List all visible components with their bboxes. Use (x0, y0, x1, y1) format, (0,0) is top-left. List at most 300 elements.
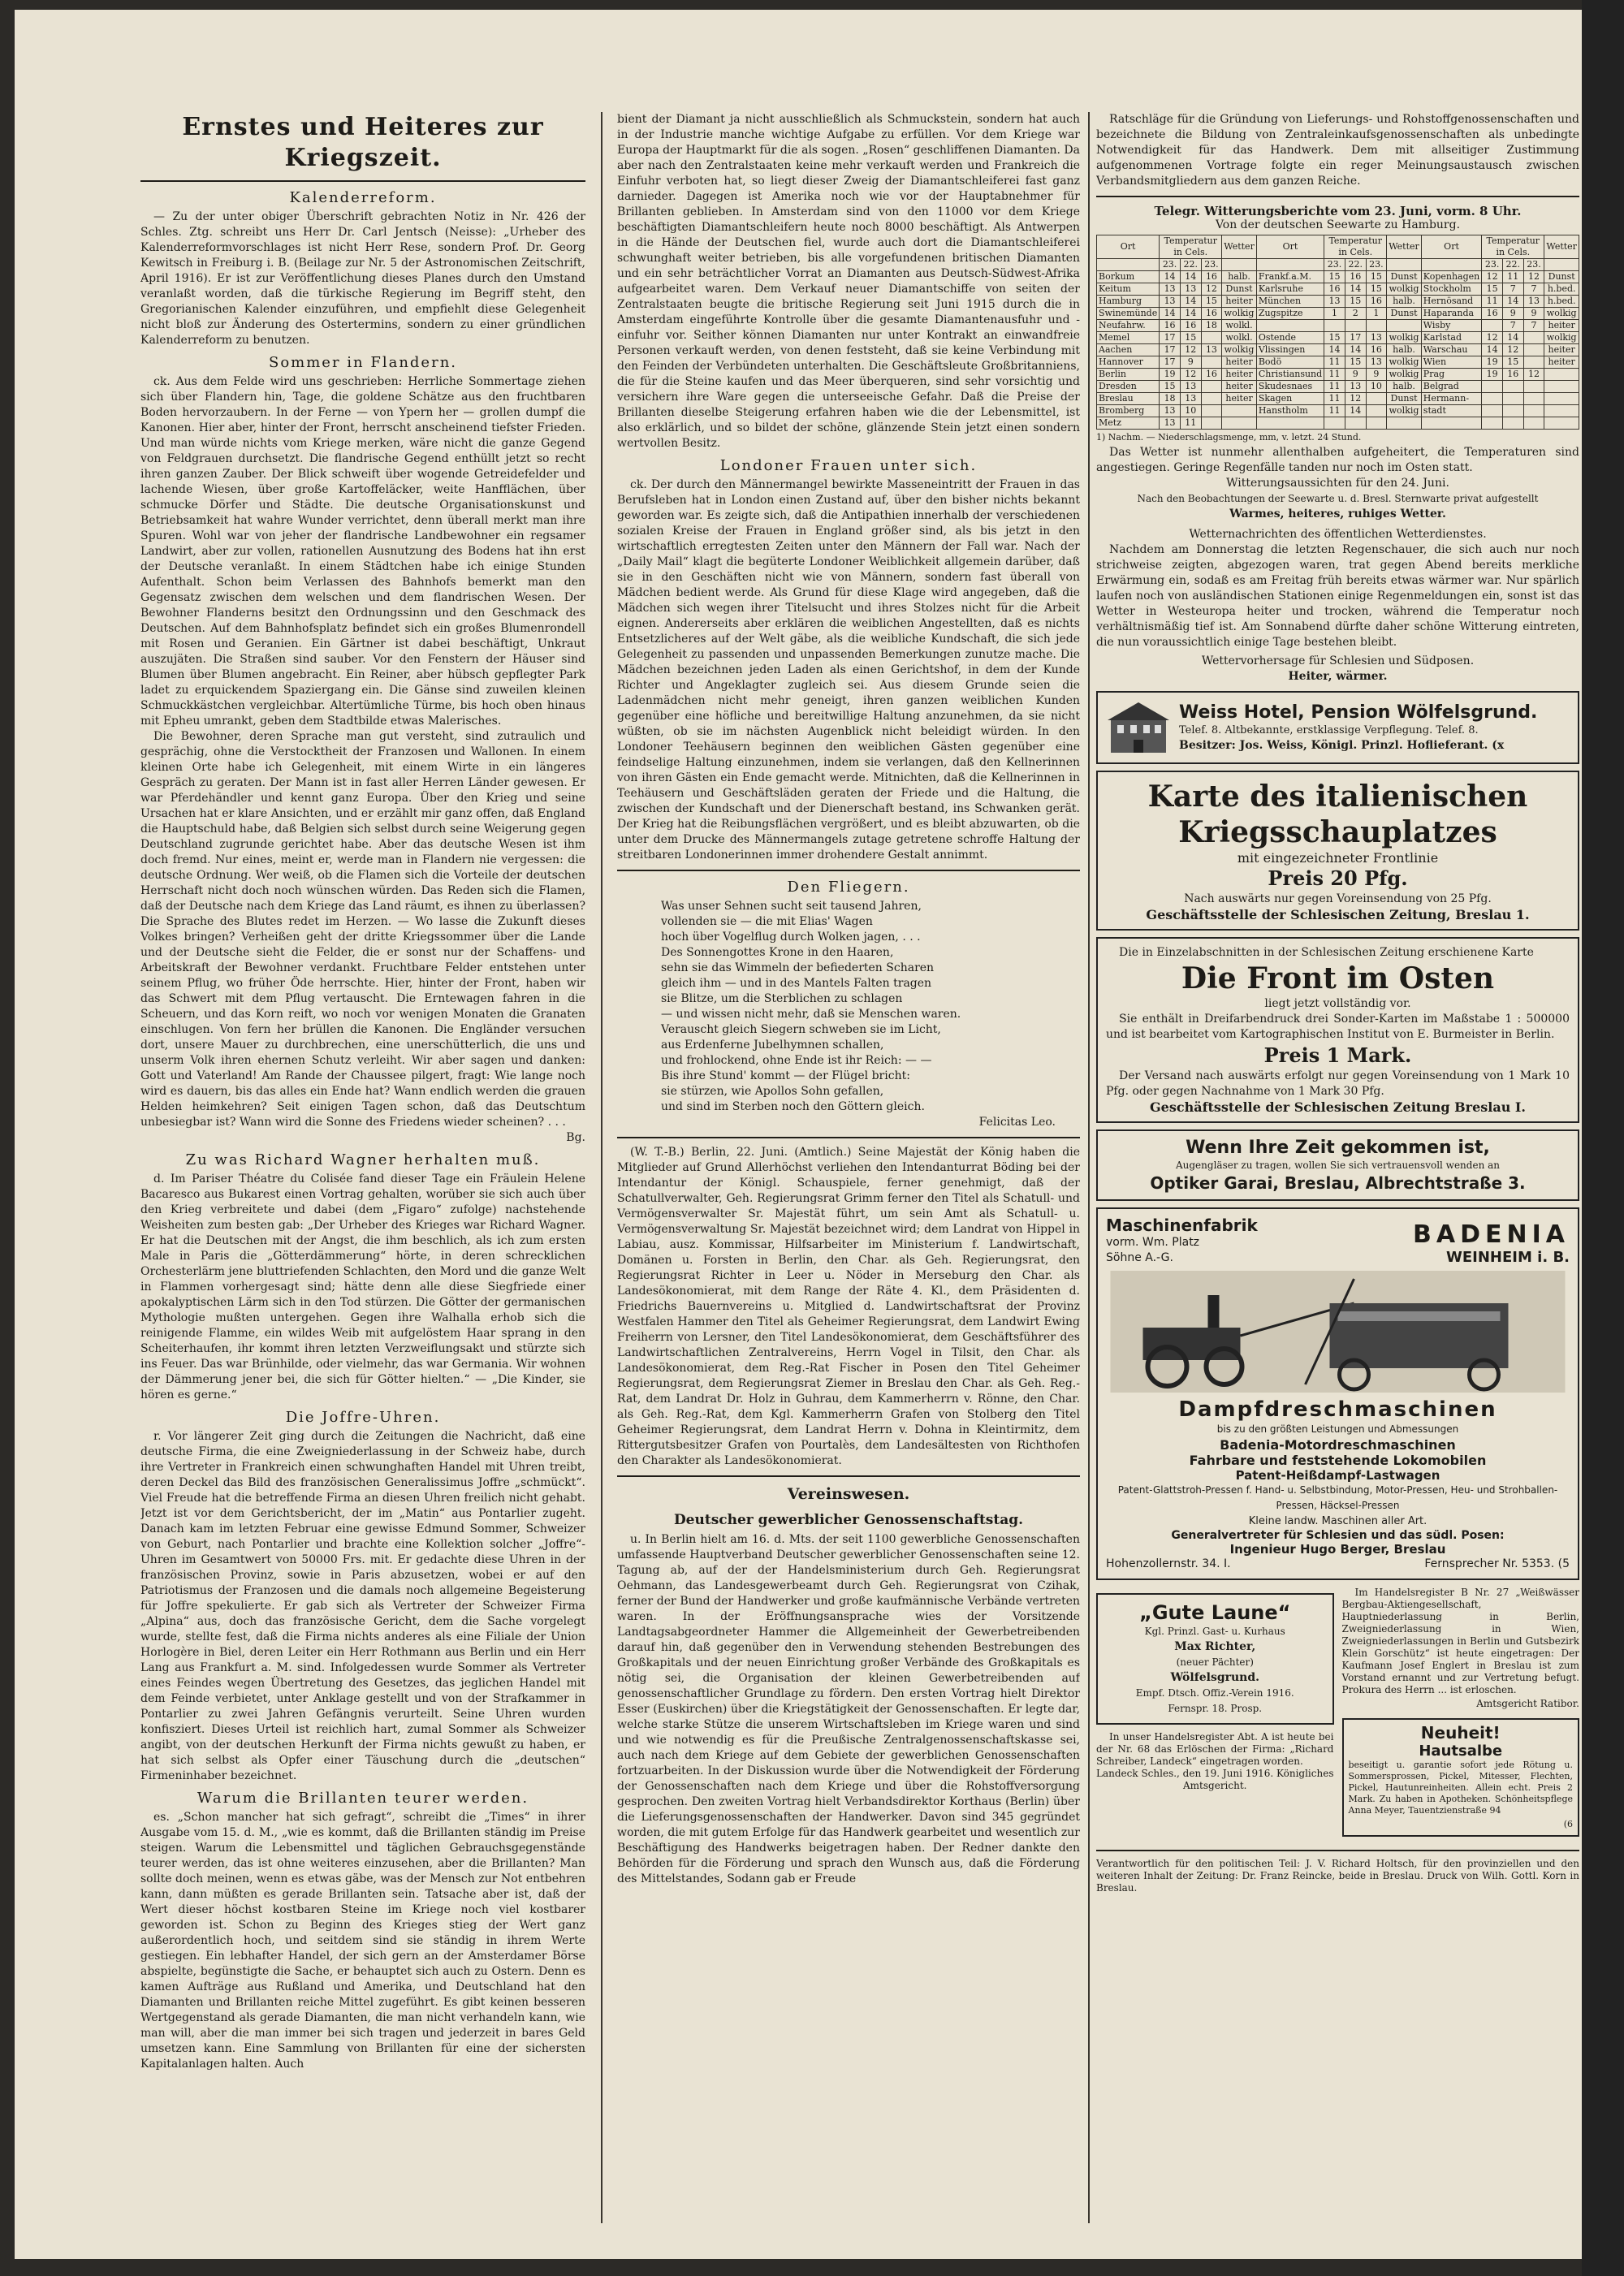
weather-table-cell: 13 (1160, 417, 1181, 430)
weather-table-cell: 2 (1345, 308, 1366, 320)
weather-table-cell: heiter (1222, 369, 1257, 381)
map-italy-subtitle: mit eingezeichneter Frontlinie (1237, 850, 1439, 866)
column-left (140, 112, 585, 2072)
badenia-title2: BADENIA (1413, 1220, 1570, 1249)
weather-table-cell: Breslau (1097, 393, 1160, 405)
weather-table-cell: 12 (1345, 393, 1366, 405)
weather-table-cell: Belgrad (1421, 381, 1481, 393)
weather-table-cell: 9 (1345, 369, 1366, 381)
weather-table-cell: München (1256, 296, 1324, 308)
map-italy-price: Preis 20 Pfg. (1268, 866, 1408, 890)
laune-line: Empf. Dtsch. Offiz.-Verein 1916. (1135, 1687, 1294, 1699)
article-signature: Bg. (566, 1131, 585, 1144)
weather-table-cell: 18 (1160, 393, 1181, 405)
poem-line: sie stürzen, wie Apollos Sohn gefallen, (661, 1085, 884, 1098)
divider (617, 1475, 1080, 1477)
section-title-kalenderreform: Kalenderreform. (289, 189, 437, 206)
column-right (1096, 112, 1579, 1894)
weather-table-cell: wolkig (1222, 344, 1257, 356)
map-east-intro: Die in Einzelabschnitten in der Schlesischen Zeitung erschienene Karte (1119, 946, 1534, 959)
weather-table-cell (1222, 405, 1257, 417)
weather-table-cell (1544, 381, 1579, 393)
weather-outlook-source: Nach den Beobachtungen der Seewarte u. d. Bresl. Sternwarte privat aufgestellt (1137, 493, 1539, 504)
neuheit-sub: Hautsalbe (1419, 1743, 1503, 1760)
badenia-address: Hohenzollernstr. 34. I. (1106, 1557, 1231, 1570)
poem-line: Verauscht gleich Siegern schweben sie im Licht, (661, 1023, 941, 1036)
weather-table-cell (1201, 417, 1222, 430)
newspaper-page (15, 10, 1600, 2259)
weather-table-cell: 15 (1366, 271, 1387, 283)
weather-table-cell: 13 (1366, 332, 1387, 344)
badenia-line: Generalvertreter für Schlesien und das südl. Posen: (1171, 1529, 1505, 1542)
weather-table-row (1097, 308, 1579, 320)
weather-table-cell: Christiansund (1256, 369, 1324, 381)
badenia-line: Fahrbare und feststehende Lokomobilen (1189, 1453, 1487, 1468)
weather-table-cell: 9 (1523, 308, 1544, 320)
register-signature: Amtsgericht Ratibor. (1476, 1698, 1579, 1709)
section-title-joffre: Die Joffre-Uhren. (285, 1409, 441, 1426)
hotel-line: Telef. 8. Altbekannte, erstklassige Verpflegung. Telef. 8. (1179, 723, 1479, 736)
weather-table-cell: 14 (1345, 405, 1366, 417)
weather-table-cell (1482, 393, 1503, 405)
weather-table-cell: 17 (1160, 344, 1181, 356)
weather-table-row (1097, 417, 1579, 430)
weather-table-cell: Hermann- (1421, 393, 1481, 405)
poem-line: aus Erdenferne Jubelhymnen schallen, (661, 1039, 884, 1052)
weather-table-cell: 16 (1180, 320, 1201, 332)
weather-table-cell (1366, 405, 1387, 417)
weather-table-cell (1482, 417, 1503, 430)
weather-table-cell: 17 (1160, 332, 1181, 344)
weather-table-cell: Dunst (1387, 308, 1422, 320)
weather-table-cell: 16 (1345, 271, 1366, 283)
weather-table-cell: 13 (1366, 356, 1387, 369)
weather-table-cell: halb. (1387, 296, 1422, 308)
poem-line: und sind im Sterben noch den Göttern gleich. (661, 1100, 925, 1113)
poem-line: sie Blitze, um die Sterblichen zu schlagen (661, 992, 903, 1005)
weather-service-text: Nachdem am Donnerstag die letzten Regenschauer, die sich auch nur noch strichweise zeigten, abgezogen waren, trat gegen Abend bereits merkliche Erwärmung ein, sodaß es am Freitag früh bereits etwas wärmer war. Nur spärlich laufen noch von ausländischen Stationen einige Regenmeldungen ein, sonst ist das Wetter in Westeuropa heiter und trocken, während die Temperatur noch verhältnismäßig tief ist. Am Sonnabend dürfte daher schöne Witterung eintreten, die nun voraussichtlich einige Tage bestehen bleibt. (1096, 543, 1579, 649)
weather-table-cell: 9 (1180, 356, 1201, 369)
map-italy-title1: Karte des italienischen (1147, 780, 1528, 814)
weather-table-cell: 14 (1160, 308, 1181, 320)
badenia-line: Patent-Glattstroh-Pressen f. Hand- u. Selbstbindung, Motor-Pressen, Heu- und Strohballen-Pressen, Häcksel-Pressen (1117, 1484, 1558, 1511)
poem-line: hoch über Vogelflug durch Wolken jagen, . . . (661, 931, 921, 944)
weather-table-cell: 15 (1482, 283, 1503, 296)
weather-table-cell: 11 (1324, 381, 1345, 393)
badenia-line: Kleine landw. Maschinen aller Art. (1248, 1515, 1427, 1527)
weather-table-cell: 12 (1502, 344, 1523, 356)
laune-line: Kgl. Prinzl. Gast- u. Kurhaus (1144, 1626, 1285, 1637)
weather-table-cell: 13 (1180, 283, 1201, 296)
forecast-value: Heiter, wärmer. (1288, 670, 1388, 683)
optiker-title: Wenn Ihre Zeit gekommen ist, (1186, 1138, 1490, 1158)
weather-table-row (1097, 320, 1579, 332)
weather-table-cell: 7 (1502, 283, 1523, 296)
weather-table-cell (1523, 381, 1544, 393)
weather-table-cell: 14 (1180, 296, 1201, 308)
weather-table-cell: 11 (1180, 417, 1201, 430)
weather-table-cell: Ostende (1256, 332, 1324, 344)
threshing-machine-illustration (1106, 1271, 1570, 1393)
badenia-line: Badenia-Motordreschmaschinen (1220, 1437, 1456, 1453)
weather-table-cell: 16 (1482, 308, 1503, 320)
weather-table-cell: 16 (1324, 283, 1345, 296)
weather-table-cell: heiter (1222, 296, 1257, 308)
weather-table-cell: Dunst (1544, 271, 1579, 283)
weather-table-cell: 14 (1502, 332, 1523, 344)
weather-table-cell: 16 (1160, 320, 1181, 332)
weather-table-row (1097, 393, 1579, 405)
optiker-sub: Augengläser zu tragen, wollen Sie sich vertrauensvoll wenden an (1175, 1160, 1500, 1171)
weather-table-cell: halb. (1222, 271, 1257, 283)
weather-table-cell: Dunst (1387, 393, 1422, 405)
weather-table-cell (1421, 417, 1481, 430)
neuheit-number: (6 (1563, 1819, 1573, 1829)
map-east-note: Der Versand nach auswärts erfolgt nur gegen Voreinsendung von 1 Mark 10 Pfg. oder gegen Nachnahme von 1 Mark 30 Pfg. (1106, 1069, 1570, 1098)
weather-table-cell: 15 (1180, 332, 1201, 344)
article-text: ck. Der durch den Männermangel bewirkte Masseneintritt der Frauen in das Berufsleben hat in London einen Zustand auf, über den bisher nichts bekannt geworden war. Es zeigte sich, daß die Antipathien innerhalb der verschiedenen sozialen Kreise der Frauen in England größer sind, als bis jetzt in den wirtschaftlich erregtesten Zeiten unter den Männern der Fall war. Nach der „Daily Mail“ klagt die begüterte Londoner Weiblichkeit allgemein darüber, daß sie in den Geschäften nicht wie von Männern, sondern fast überall von Mädchen bedient werde. Als Grund für diese Klage wird angegeben, daß die Mädchen sich wegen ihrer Titelsucht und ihres Stolzes nicht für die Arbeit eignen. Andererseits aber erklären die weiblichen Angestellten, daß es nichts Entsetzlicheres auf der Welt gäbe, als die weibliche Kundschaft, die sich jede Gelegenheit zu passenden und unpassenden Bemerkungen zunutze mache. Die Mädchen bezeichnen jeden Laden als einen Gerichtshof, in dem der Kunde Richter und Angeklagter zugleich sei. Aus diesem Grunde seien die Ladenmädchen nicht mehr geneigt, ihren ganzen weiblichen Kunden gegenüber eine höfliche und bereitwillige Haltung anzunehmen, da sie nicht wüßten, ob sie im nächsten Augenblick nicht beleidigt würden. In den Londoner Teehäusern beginnen den weiblichen Gästen gegenüber eine feindselige Haltung einzunehmen, indem sie verlangen, daß den Kellnerinnen von ihren Gästen ein Ende gemacht werde. Mitnichten, daß die Kellnerinnen in Teehäusern und Geschäftsläden geraten der Friede und die Haltung, die zwischen der Kundschaft und der Dienerschaft bestand, ins Schwanken gerät. Der Krieg hat die Reibungsflächen vergrößert, und es bleibt abzuwarten, ob die unter dem Drucke des Männermangels zutage getretene schroffe Haltung der streitbaren Londonerinnen immer drohendere Gestalt annimmt. (617, 478, 1080, 862)
weather-table-cell: 12 (1180, 344, 1201, 356)
article-text: es. „Schon mancher hat sich gefragt“, schreibt die „Times“ in ihrer Ausgabe vom 15. d. M., „wie es kommt, daß die Brillanten ständig im Preise steigen. Warum die Lebensmittel und täglichen Gebrauchsgegenstände teurer werden, das ist ohne weiteres einzusehen, aber die Brillanten? Man sollte doch meinen, wenn es etwas gäbe, was der Mensch zur Not entbehren kann, dann müßten es gerade Brillanten sein. Tatsache aber ist, daß der Wert dieser höchst kostbaren Steine im Kriege noch viel kostbarer geworden ist. Schon zu Beginn des Krieges stieg der Wert ganz außerordentlich hoch, und seitdem sind sie ständig in ihrem Werte gestiegen. Ein lebhafter Handel, der sich gern an der Amsterdamer Börse abspielte, begünstigte die Sache, er behauptet sich auch zu Ostern. Denn es kamen Aufträge aus Rußland und Amerika, und Deutschland hat den Diamanten und Brillanten reiche Mittel zugeführt. Es gibt keinen besseren Wertgegenstand als gerade Diamanten, die man nicht verhandeln kann, wie man will, aber die man immer bei sich tragen und jederzeit in bares Geld umsetzen kann. Eine Sammlung von Brillanten für eine der sichersten Kapitalanlagen halten. Auch (140, 1811, 585, 2071)
weather-table-cell (1544, 393, 1579, 405)
weather-table-cell: Swinemünde (1097, 308, 1160, 320)
weather-table-cell: heiter (1544, 320, 1579, 332)
map-italy-office: Geschäftsstelle der Schlesischen Zeitung, Breslau 1. (1146, 907, 1530, 922)
poem-line: und frohlockend, ohne Ende ist ihr Reich: — — (661, 1054, 932, 1067)
article-text: bient der Diamant ja nicht ausschließlich als Schmuckstein, sondern hat auch in der Industrie manche wichtige Aufgabe zu erfüllen. Vor dem Kriege war Europa der Hauptmarkt für die als sogen. „Rosen“ geschliffenen Diamanten. Da aber nach den Zentralstaaten keine mehr verkauft werden und Frankreich die Einfuhr verboten hat, so liegt dieser Zweig der Diamantschleiferei fast ganz darnieder. Dagegen ist Amerika noch wie vor der Hauptabnehmer für Brillanten geblieben. In Amsterdam sind von den 11000 vor dem Kriege beschäftigten Diamantschleifern heute noch 8000 beschäftigt. Als Antwerpen in die Hände der Deutschen fiel, wurde auch dort die Diamantschleiferei schwunghaft weiter betrieben, bis alle vorgefundenen britischen Diamanten und ein sehr beträchtlicher Vorrat an Diamanten aus Deutsch-Südwest-Afrika aufgearbeitet waren. Dem Verkauf neuer Diamantschiffe von seiten der Zentralstaaten beugte die britische Regierung seit Juni 1915 durch die in Amsterdam eingeführte Kontrolle über die gesamte Diamantenausfuhr und -einfuhr vor. Seither können Diamanten nur unter Kontrakt an einwandfreie Personen verkauft werden, von denen feststeht, daß sie keine Verbindung mit den Feinden der Verbündeten unterhalten. Die Geschäftsleute Großbritanniens, die für die Steine kaufen und das Meer überqueren, sind sehr vorsichtig und versichern ihre Ware gegen die unterseeische Gefahr. Daß die Preise der Brillanten dieselbe Steigerung erfahren haben wie die der Lebensmittel, ist also erklärlich, und so bildet der schöne, glänzende Stein jetzt einen sondern wertvollen Besitz. (617, 113, 1080, 450)
weather-table-body (1097, 271, 1579, 430)
poem-line: — und wissen nicht mehr, daß sie Menschen waren. (661, 1008, 961, 1021)
hotel-owner: Besitzer: Jos. Weiss, Königl. Prinzl. Hoflieferant. (x (1179, 738, 1505, 752)
weather-table-cell: 13 (1160, 283, 1181, 296)
weather-table-cell: 16 (1366, 344, 1387, 356)
news-text: (W. T.-B.) Berlin, 22. Juni. (Amtlich.) Seine Majestät der König haben die Mitglieder auf Grund Allerhöchst verliehen den Intendanturrat Böding bei der Intendantur der Königl. Schauspiele, ferner genehmigt, daß der Schatullverwalter, Geh. Regierungsrat Grimm ferner den Titel als Schatull- und Vermögensverwalter Sr. Majestät führt, um sein Amt als Schatull- u. Vermögensverwaltung Sr. Majestät bezeichnet wird; dem Landrat von Hippel in Labiau, ausz. Kommissar, Hilfsarbeiter im Ministerium f. Landwirtschaft, Domänen u. Forsten in Berlin, den Char. als Geh. Regierungsrat, den Regierungsrat Richter in Leer u. Nöder in Merseburg den Char. als Landesökonomierat, mit dem Range der Räte 4. Kl., dem Präsidenten d. Friedrichs Bauernvereins u. Mitglied d. Landwirtschaftsrat der Provinz Westfalen Hammer den Titel als Geheimer Regierungsrat, dem Landwirt Ewing Freiherrn von Lersner, den Titel Landesökonomierat, dem Geschäftsführer des Landwirtschaftlichen Zentralvereins, Herrn Vogel in Tilsit, den Char. als Landesökonomierat, dem Reg.-Rat Fischer in Posen den Titel Geheimer Regierungsrat, dem Regierungsrat Ziemer in Breslau den Char. als Geh. Reg.-Rat, dem Landrat Dr. Holz in Guhrau, dem Kammerherrn v. Rönne, den Char. als Geh. Reg.-Rat, dem Kgl. Kammerherrn Grafen von Stolberg den Titel Geheimer Regierungsrat, dem Landrat Herrn v. Dohna in Kleintirmitz, dem Rittergutsbesitzer Grafen von Pourtalès, dem Landesältesten von Richthofen den Charakter als Landesökonomierat. (617, 1146, 1080, 1467)
badenia-sub2: Söhne A.-G. (1106, 1251, 1173, 1264)
weather-table-cell: 15 (1324, 271, 1345, 283)
weather-table-cell: 1 (1324, 308, 1345, 320)
weather-table-cell: 7 (1502, 320, 1523, 332)
weather-table-cell: 16 (1366, 296, 1387, 308)
weather-outlook: Warmes, heiteres, ruhiges Wetter. (1229, 507, 1446, 520)
masthead: Ernstes und Heiteres zur Kriegszeit. (182, 113, 544, 172)
weather-table-cell: Wien (1421, 356, 1481, 369)
section-title-wagner: Zu was Richard Wagner herhalten muß. (185, 1151, 541, 1168)
weather-table-cell: Vlissingen (1256, 344, 1324, 356)
poem-line: gleich ihm — und in des Mantels Falten tragen (661, 977, 932, 990)
weather-table-cell: h.bed. (1544, 283, 1579, 296)
weather-table-cell (1544, 405, 1579, 417)
weather-table-row (1097, 381, 1579, 393)
weather-table-cell: 14 (1502, 296, 1523, 308)
weather-table-cell (1387, 417, 1422, 430)
article-text: r. Vor längerer Zeit ging durch die Zeitungen die Nachricht, daß eine deutsche Firma, die eine Zweigniederlassung in der Schweiz habe, durch ihre Vertreter in Frankreich einen schwunghaften Handel mit Uhren treibt, deren Deckel das Bild des französischen Generalissimus Joffre „schmückt“. Viel Freude hat die betreffende Firma an diesen Uhren freilich nicht gehabt. Jetzt ist vor dem Gerichtsbericht, der im „Matin“ aus Pontarlier zugeht. Danach kam im letzten Februar eine gewisse Edmund Sommer, Schweizer von Geburt, nach Pontarlier und brachte eine Kollektion solcher „Joffre“-Uhren im Gesamtwert von 50000 Frs. mit. Er gedachte diese Uhren in der französischen Provinz, sowie in Paris abzusetzen, wobei er auf den Patriotismus der Franzosen und die damals noch allgemeine Begeisterung für Joffre spekulierte. Er gab sich als Vertreter der Schweizer Firma „Alpina“ aus, doch das französische Gericht, dem die Sache vorgelegt wurde, stellte fest, daß die Firma nichts anderes als eine Filiale der Union Horlogère in Biel, deren Leiter ein Herr Rothmann aus Berlin und ein Herr Lang aus Frankfurt a. M. sind. Infolgedessen wurde Sommer als Vertreter eines Feindes wegen Übertretung des Gesetzes, das jeglichen Handel mit dem Feinde verbietet, unter Anklage gestellt und von der Strafkammer in Pontarlier zu zwei Jahren Gefängnis verurteilt. Seine Uhren wurden konfisziert. Dieses Urteil ist reichlich hart, zumal Sommer als Schweizer angibt, von der deutschen Herkunft der Firma nichts gewußt zu haben, er hat sich selbst als Opfer einer Täuschung durch die „deutschen“ Firmeninhaber bezeichnet. (140, 1430, 585, 1782)
weather-table-cell: h.bed. (1544, 296, 1579, 308)
weather-table-cell: 12 (1482, 332, 1503, 344)
badenia-title1: Maschinenfabrik (1106, 1216, 1258, 1235)
badenia-line: Patent-Heißdampf-Lastwagen (1235, 1468, 1440, 1483)
weather-table-cell: 15 (1366, 283, 1387, 296)
weather-table-cell: wolkig (1387, 405, 1422, 417)
map-east-line2: Sie enthält in Dreifarbendruck drei Sonder-Karten im Maßstabe 1 : 500000 und ist bearbeitet vom Kartographischen Institut von E. Burmeister in Berlin. (1106, 1013, 1570, 1041)
weather-table-cell: Hanstholm (1256, 405, 1324, 417)
weather-table-cell: Kopenhagen (1421, 271, 1481, 283)
weather-table-cell: heiter (1222, 393, 1257, 405)
article-text: u. In Berlin hielt am 16. d. Mts. der seit 1100 gewerbliche Genossenschaften umfassende Hauptverband Deutscher gewerblicher Genossenschaften seine 12. Tagung ab, auf der der Handelsministerium durch Geh. Regierungsrat Oehmann, das Landesgewerbeamt durch Geh. Regierungsrat von Czihak, ferner der Bund der Handwerker und große kaufmännische Verbände vertreten waren. In der Eröffnungsansprache wies der Vorsitzende Landtagsabgeordneter Hammer die Allgemeinheit der Gewerbetreibenden darauf hin, daß gegenüber den in Verwendung stehenden Bestrebungen des Großkapitals und der neuen Einrichtung großer Verbände des Großkapitals es nötig sei, die Organisation der kleinen Gewerbetreibenden auf genossenschaftlicher Grundlage zu fördern. Den ersten Vortrag hielt Direktor Esser (Euskirchen) über die Kriegstätigkeit der Genossenschaften. Er legte dar, welche starke Stütze die unserem Wirtschaftsleben im Kriege waren und sind und wie notwendig es für die Preußische Zentralgenossenschaftskasse sei, auch nach dem Kriege auf dem Gebiete der gewerblichen Genossenschaften fortzuarbeiten. In der Diskussion wurde über die Notwendigkeit der Förderung der Genossenschaften nach dem Kriege und über die Rohstoffversorgung gesprochen. Den zweiten Vortrag hielt Verbandsdirektor Korthaus (Berlin) über die Lieferungsgenossenschaften der Handwerker. Davon sind 345 gegründet worden, die mit gutem Erfolge für das Handwerk gearbeitet und wesentlich zur Beschäftigung des Handwerks beigetragen haben. Der Redner dankte den Behörden für die Förderung und sprach den Wunsch aus, daß die Förderung des Mittelstandes, Sodann gab er Freude (617, 1533, 1080, 1885)
weather-table-cell: 14 (1345, 344, 1366, 356)
weather-table-cell: 16 (1201, 308, 1222, 320)
weather-table-cell: stadt (1421, 405, 1481, 417)
weather-table-cell: 14 (1345, 283, 1366, 296)
badenia-line: bis zu den größten Leistungen und Abmessungen (1216, 1423, 1459, 1435)
weather-table-cell: 15 (1201, 296, 1222, 308)
weather-table-row (1097, 283, 1579, 296)
section-title-londoner: Londoner Frauen unter sich. (719, 457, 978, 474)
bottom-ads (1096, 1587, 1579, 1843)
weather-table-cell: Hamburg (1097, 296, 1160, 308)
laune-line: Max Richter, (1174, 1640, 1256, 1653)
map-italy-note: Nach auswärts nur gegen Voreinsendung von 25 Pfg. (1184, 892, 1492, 905)
bottom-left (1096, 1587, 1334, 1843)
weather-table-cell (1523, 393, 1544, 405)
weather-table-cell: 15 (1345, 356, 1366, 369)
column-middle (617, 112, 1080, 1887)
weather-table-cell: 12 (1523, 271, 1544, 283)
column-rule (1088, 112, 1090, 2223)
weather-table-cell: 11 (1324, 356, 1345, 369)
weather-table-cell (1345, 320, 1366, 332)
weather-table-cell: 15 (1502, 356, 1523, 369)
section-head-vereinswesen: Vereinswesen. (787, 1485, 910, 1503)
weather-table-cell: 14 (1160, 271, 1181, 283)
weather-table-cell: Skudesnaes (1256, 381, 1324, 393)
weather-table-cell (1523, 344, 1544, 356)
weather-table-row (1097, 405, 1579, 417)
weather-table-cell (1387, 320, 1422, 332)
section-title-brillanten: Warum die Brillanten teurer werden. (197, 1790, 529, 1807)
weather-table-cell (1482, 381, 1503, 393)
weather-table-cell: 11 (1324, 405, 1345, 417)
weather-table-cell (1366, 320, 1387, 332)
register-notice: Im Handelsregister B Nr. 27 „Weißwässer Bergbau-Aktiengesellschaft, Hauptniederlassung in Berlin, Zweigniederlassung in Wien, Zweigniederlassungen in Berlin und Gutsbezirk Klein Gorschütz“ ist heute eingetragen: Der Kaufmann Josef Englert in Breslau ist zum Vorstand ernannt und zur Vertretung befugt. Prokura des Herrn ... ist erloschen. (1341, 1587, 1579, 1695)
weather-table-cell (1482, 320, 1503, 332)
ad-gute-laune (1096, 1593, 1334, 1725)
ad-map-italy (1096, 771, 1579, 931)
weather-table-cell (1502, 393, 1523, 405)
weather-table-cell: 14 (1180, 308, 1201, 320)
weather-table-cell: 7 (1523, 283, 1544, 296)
weather-table-cell: 9 (1502, 308, 1523, 320)
article-text: d. Im Pariser Théatre du Colisée fand dieser Tage ein Fräulein Helene Bacaresco aus Bukarest einen Vortrag gehalten, worüber sie sich auch über den Krieg verbreitete und dabei (dem „Figaro“ zufolge) nachstehende Weisheiten zum besten gab: „Der Urheber des Krieges war Richard Wagner. Er hat die Deutschen mit der Angst, die ihm beschlich, als ich zum ersten Male in Paris die „Götterdämmerung“ hörte, in deren schrecklichen Orchesterlärm jene bluttriefenden Schlachten, den Mord und die ganze Welt in Flammen vorhergesagt sind; hätte denn alle diese Siegfriede einer apokalyptischen Lärm sich in den Tod stürzen. Die Götter der germanischen Mythologie mußten untergehen. Gegen ihre Walhalla erhob sich die reinigende Flamme, ein wildes Weib mit aufgelöstem Haar sprang in den Scheiterhaufen, ihr kommt ihren letzten Verzweiflungsakt und stürzte sich ins Feuer. Das war Brünhilde, oder vielmehr, das war Germania. Wir wohnen der Dämmerung jener bei, die sich für Götter hielten.“ — „Die Kinder, sie hören es gerne.“ (140, 1173, 585, 1401)
weather-table-cell: 17 (1160, 356, 1181, 369)
weather-table-cell: halb. (1387, 381, 1422, 393)
weather-table-cell (1324, 320, 1345, 332)
weather-table-cell: wolkig (1544, 332, 1579, 344)
weather-table-cell: 13 (1180, 393, 1201, 405)
weather-table-cell: 11 (1502, 271, 1523, 283)
weather-table-cell: wolkig (1387, 356, 1422, 369)
weather-table-cell (1366, 393, 1387, 405)
poem-line: Des Sonnengottes Krone in den Haaren, (661, 946, 894, 959)
register-notice: In unser Handelsregister Abt. A ist heute bei der Nr. 68 das Erlöschen der Firma: „Richard Schreiber, Landeck“ eingetragen worden. (1096, 1731, 1334, 1767)
weather-table-cell: Karlstad (1421, 332, 1481, 344)
divider (140, 180, 585, 182)
weather-table-cell: 13 (1160, 296, 1181, 308)
weather-table-cell: wolkig (1387, 332, 1422, 344)
weather-table-cell: 19 (1160, 369, 1181, 381)
weather-table-cell (1256, 417, 1324, 430)
weather-table-cell (1523, 417, 1544, 430)
optiker-name: Optiker Garai, Breslau, Albrechtstraße 3. (1150, 1173, 1526, 1193)
weather-table-cell: 13 (1523, 296, 1544, 308)
weather-table-cell: 18 (1201, 320, 1222, 332)
weather-table-cell: 15 (1160, 381, 1181, 393)
weather-heading: Telegr. Witterungsberichte vom 23. Juni, vorm. 8 Uhr. (1154, 204, 1522, 218)
ad-neuheit (1342, 1718, 1580, 1837)
weather-table-cell (1222, 417, 1257, 430)
weather-table-cell: 13 (1324, 296, 1345, 308)
weather-table-cell: Skagen (1256, 393, 1324, 405)
weather-table-row (1097, 332, 1579, 344)
weather-table-cell (1502, 417, 1523, 430)
weather-table-cell: Hannover (1097, 356, 1160, 369)
weather-table-cell: wolkig (1544, 308, 1579, 320)
weather-table-cell (1523, 405, 1544, 417)
weather-table-cell: heiter (1544, 356, 1579, 369)
weather-table-cell: 12 (1180, 369, 1201, 381)
weather-table-header: Ort Temperatur in Cels. Wetter Ort Temperatur in Cels. Wetter Ort Temperatur in Cels. Wetter (1097, 235, 1579, 259)
divider (1096, 1850, 1579, 1851)
weather-table-cell: Memel (1097, 332, 1160, 344)
weather-table-cell (1256, 320, 1324, 332)
weather-table-cell (1523, 356, 1544, 369)
laune-title: „Gute Laune“ (1139, 1601, 1291, 1624)
weather-table-cell: heiter (1222, 356, 1257, 369)
divider (617, 870, 1080, 871)
weather-table-cell: 12 (1523, 369, 1544, 381)
laune-line: Wölfelsgrund. (1170, 1671, 1260, 1684)
weather-table-cell: 1 (1366, 308, 1387, 320)
weather-table-cell: 14 (1324, 344, 1345, 356)
weather-table-cell (1502, 405, 1523, 417)
weather-table-cell: Metz (1097, 417, 1160, 430)
weather-table-cell: Dunst (1387, 271, 1422, 283)
weather-table-cell: 16 (1502, 369, 1523, 381)
weather-service-title: Wetternachrichten des öffentlichen Wetterdienstes. (1189, 528, 1487, 541)
weather-table-cell: heiter (1222, 381, 1257, 393)
weather-table-row (1097, 369, 1579, 381)
weather-table-cell: 14 (1482, 344, 1503, 356)
weather-table-cell: wolkig (1387, 283, 1422, 296)
scan-edge (1582, 0, 1624, 2276)
hotel-building-icon (1106, 699, 1171, 756)
imprint: Verantwortlich für den politischen Teil: J. V. Richard Holtsch, für den provinziellen und den weiteren Inhalt der Zeitung: Dr. Franz Reincke, beide in Breslau. Druck von Wilh. Gottl. Korn in Breslau. (1096, 1858, 1579, 1894)
weather-table-cell: 13 (1345, 381, 1366, 393)
weather-table-cell: Berlin (1097, 369, 1160, 381)
article-text: Ratschläge für die Gründung von Lieferungs- und Rohstoffgenossenschaften und bezeichnete die Bildung von Zentraleinkaufsgenossenschaften als unbedingte Notwendigkeit für das Handwerk. Dem mit allseitiger Zustimmung aufgenommenen Vortrage folgte ein reger Meinungsaustausch zwischen Verbandsmitgliedern aus dem ganzen Reiche. (1096, 113, 1579, 188)
weather-outlook-title: Witterungsaussichten für den 24. Juni. (1226, 477, 1449, 490)
weather-table-cell: 7 (1523, 320, 1544, 332)
weather-table-cell: 13 (1201, 344, 1222, 356)
weather-table-cell: wolkig (1387, 369, 1422, 381)
poem-line: Was unser Sehnen sucht seit tausend Jahren, (661, 900, 922, 913)
weather-table-cell: 12 (1201, 283, 1222, 296)
weather-table-cell (1324, 417, 1345, 430)
weather-table-cell: 19 (1482, 356, 1503, 369)
weather-table-cell: Karlsruhe (1256, 283, 1324, 296)
weather-table-cell (1544, 369, 1579, 381)
weather-table-cell: Bromberg (1097, 405, 1160, 417)
weather-table-cell: Aachen (1097, 344, 1160, 356)
weather-table-cell: wolkl. (1222, 332, 1257, 344)
weather-table-cell: Frankf.a.M. (1256, 271, 1324, 283)
poem (617, 899, 1080, 1115)
weather-table-cell (1502, 381, 1523, 393)
weather-table-cell: Borkum (1097, 271, 1160, 283)
weather-table-cell: 13 (1160, 405, 1181, 417)
weather-table-row (1097, 344, 1579, 356)
weather-table-cell (1544, 417, 1579, 430)
weather-table-cell: 16 (1201, 369, 1222, 381)
weather-table-cell (1523, 332, 1544, 344)
weather-table-cell (1201, 393, 1222, 405)
article-text: Die Bewohner, deren Sprache man gut versteht, sind zutraulich und gesprächig, ohne die Verstocktheit der Franzosen und Wallonen. In einem kleinen Orte habe ich Gelegenheit, mit einem Wirte in ein längeres Gespräch zu geraten. Der Mann ist in fast aller Herren Länder gewesen. Er war Pferdehändler und kennt ganz Europa. Über den Krieg und seine Ursachen hat er klare Ansichten, und er erzählt mir ganz offen, daß England die Hauptschuld habe, daß Belgien sich selbst durch seine Weigerung gegen Deutschland zugrunde gerichtet habe. Aber das deutsche Wesen ist ihm doch fremd. Nur eines, meint er, werde man in Flandern nie vergessen: die deutsche Ordnung. Wer weiß, ob die Flamen sich die Vorteile der deutschen Herrschaft nicht doch noch wünschen würden. Das Reden sich die Flamen, daß der Deutsche nach dem Kriege das Land räumt, es ihnen zu überlassen? Die Sprache des Blutes redet im Herzen. — Wo lasse die Zukunft dieses Volkes bringen? Verheißen geht der dritte Kriegssommer über die Lande und der Deutsche sieht die Felder, die er sonst nur der Schaffens- und Arbeitskraft der Bewohner verdankt. Fruchtbare Felder entstehen unter seinem Pflug, wo früher Öde herrschte. Hier, hinter der Front, haben wir das Schwert mit dem Pflug vertauscht. Die Erntewagen fahren in die Scheuern, und das Korn reift, wo noch vor wenigen Monaten die Granaten einschlugen. Von fern her brüllen die Kanonen. Die Engländer versuchen dort, unsere Mauer zu durchbrechen, eine unerschütterlich, die uns und unserm Volk ihren ehernen Schutz verleiht. Wir aber sagen und danken: Gott und Vaterland! Am Rande der Chaussee pilgert, fragt: Wie lange noch wird es dauern, bis das alles ein Ende hat? Wann endlich werden die grauen Helden heimkehren? Seit einigen Tagen schon, daß das Deutschtum unbesiegbar ist? Wann wird die Sonne des Friedens wieder scheinen? . . . (140, 730, 585, 1129)
laune-line: Fernspr. 18. Prosp. (1168, 1703, 1263, 1714)
weather-text: Das Wetter ist nunmehr allenthalben aufgeheitert, die Temperaturen sind angestiegen. Geringe Regenfälle tanden nur noch im Osten statt. (1096, 446, 1579, 474)
ad-badenia (1096, 1207, 1579, 1580)
weather-table-cell: 19 (1482, 369, 1503, 381)
neuheit-title: Neuheit! (1420, 1723, 1501, 1743)
article-text: ck. Aus dem Felde wird uns geschrieben: Herrliche Sommertage ziehen sich über Flandern hin, Tage, die goldene Schätze aus den fruchtbaren Boden hervorzaubern. In der Ferne — von Ypern her — grollen dumpf die Kanonen. Hier aber, hinter der Front, herrscht anscheinend tiefster Frieden. Und man würde nichts vom Kriege merken, wäre nicht die ganze Gegend von Feldgrauen durchsetzt. Die flandrische Gegend enthüllt jetzt so recht ihren ganzen Zauber. Der Blick schweift über wogende Getreidefelder und lachende Wiesen, über große Kartoffeläcker, weite Hanfflächen, über schmucke Dörfer und Städte. Die deutsche Organisationskunst und Betriebsamkeit hat wahre Wunder verrichtet, denn überall merkt man ihre Spuren. Wohl war von jeher der flandrische Landbewohner ein regsamer Landwirt, aber zur vollen, rationellen Ausnutzung des Bodens hat ihn erst der Deutsche veranlaßt. In einem Städtchen habe ich einige Stunden Aufenthalt. Schon beim Verlassen des Bahnhofs bemerkt man den Gegensatz zwischen dem welschen und dem flandrischen Wesen. Der Bewohner Flanderns besitzt den Ordnungssinn und den Geschmack des Deutschen. Auf dem Bahnhofsplatz befindet sich ein großes Blumenrondell mit Rosen und Geranien. Ein Gärtner ist dabei beschäftigt, Unkraut auszujäten. Die Straßen sind sauber. Vor den Fenstern der Häuser sind Blumen über Blumen angebracht. Ein Reiner, aber hübsch gepflegter Park ladet zu erquickendem Spaziergang ein. Die Gänse sind zuweilen kleinen Schmuckkästchen vergleichbar. Altertümliche Türme, bis hoch oben hinaus mit Epheu umrankt, geben dem Stadtbilde etwas Malerisches. (140, 375, 585, 728)
weather-table-cell: wolkig (1222, 308, 1257, 320)
weather-table-cell: 14 (1180, 271, 1201, 283)
weather-table-cell: 11 (1482, 296, 1503, 308)
badenia-headline: Dampfdreschmaschinen (1178, 1397, 1497, 1422)
register-signature: Landeck Schles., den 19. Juni 1916. Königliches Amtsgericht. (1096, 1768, 1334, 1791)
section-title-genossenschaftstag: Deutscher gewerblicher Genossenschaftstag. (673, 1512, 1024, 1528)
column-rule (601, 112, 603, 2223)
article-text: — Zu der unter obiger Überschrift gebrachten Notiz in Nr. 426 der Schles. Ztg. schreibt uns Herr Dr. Carl Jentsch (Neisse): „Urheber des Kalenderreformvorschlages ist nicht Herr Rese, sondern Prof. Dr. Georg Kewitsch in Freiburg i. B. (Beilage zur Nr. 5 der Astronomischen Zeitschrift, April 1916). Er ist zur Veröffentlichung dieses Planes durch den Umstand veranlaßt worden, daß die türkische Regierung im Begriff steht, den Gregorianischen Kalender einzuführen, und empfiehlt diese Gelegenheit nicht bloß zur Änderung des Ostertermins, sondern zu einer gründlichen Kalenderreform zu benutzen. (140, 210, 585, 347)
weather-table-cell: Hernösand (1421, 296, 1481, 308)
divider (1096, 196, 1579, 197)
weather-table-row (1097, 296, 1579, 308)
hotel-title: Weiss Hotel, Pension Wölfelsgrund. (1179, 702, 1538, 723)
weather-table-cell: Bodö (1256, 356, 1324, 369)
weather-table-cell: Dunst (1222, 283, 1257, 296)
weather-table-cell: 11 (1324, 393, 1345, 405)
weather-table-cell: Warschau (1421, 344, 1481, 356)
weather-table-cell: 13 (1180, 381, 1201, 393)
map-east-line1: liegt jetzt vollständig vor. (1264, 997, 1411, 1010)
neuheit-text: beseitigt u. garantie sofort jede Rötung u. Sommersprossen, Pickel, Mitesser, Flechten, Pickel, Hautunreinheiten. Allein echt. Preis 2 Mark. Zu haben in Apotheken. Schönheitspflege Anna Meyer, Tauentzienstraße 94 (1348, 1760, 1573, 1816)
weather-table-cell: Dresden (1097, 381, 1160, 393)
weather-table-cell: Keitum (1097, 283, 1160, 296)
weather-table-cell: Wisby (1421, 320, 1481, 332)
weather-table-cell: 9 (1366, 369, 1387, 381)
weather-table (1096, 235, 1579, 430)
weather-table-cell: 17 (1345, 332, 1366, 344)
weather-table-cell: Prag (1421, 369, 1481, 381)
weather-table-cell: 15 (1324, 332, 1345, 344)
divider (617, 1137, 1080, 1138)
poem-line: Bis ihre Stund' kommt — der Flügel bricht: (661, 1069, 910, 1082)
weather-table-cell: halb. (1387, 344, 1422, 356)
weather-table-cell: 15 (1345, 296, 1366, 308)
bottom-right (1342, 1587, 1580, 1843)
weather-table-row (1097, 271, 1579, 283)
weather-table-cell: heiter (1544, 344, 1579, 356)
weather-table-cell: 10 (1180, 405, 1201, 417)
section-title-flandern: Sommer in Flandern. (268, 354, 458, 371)
